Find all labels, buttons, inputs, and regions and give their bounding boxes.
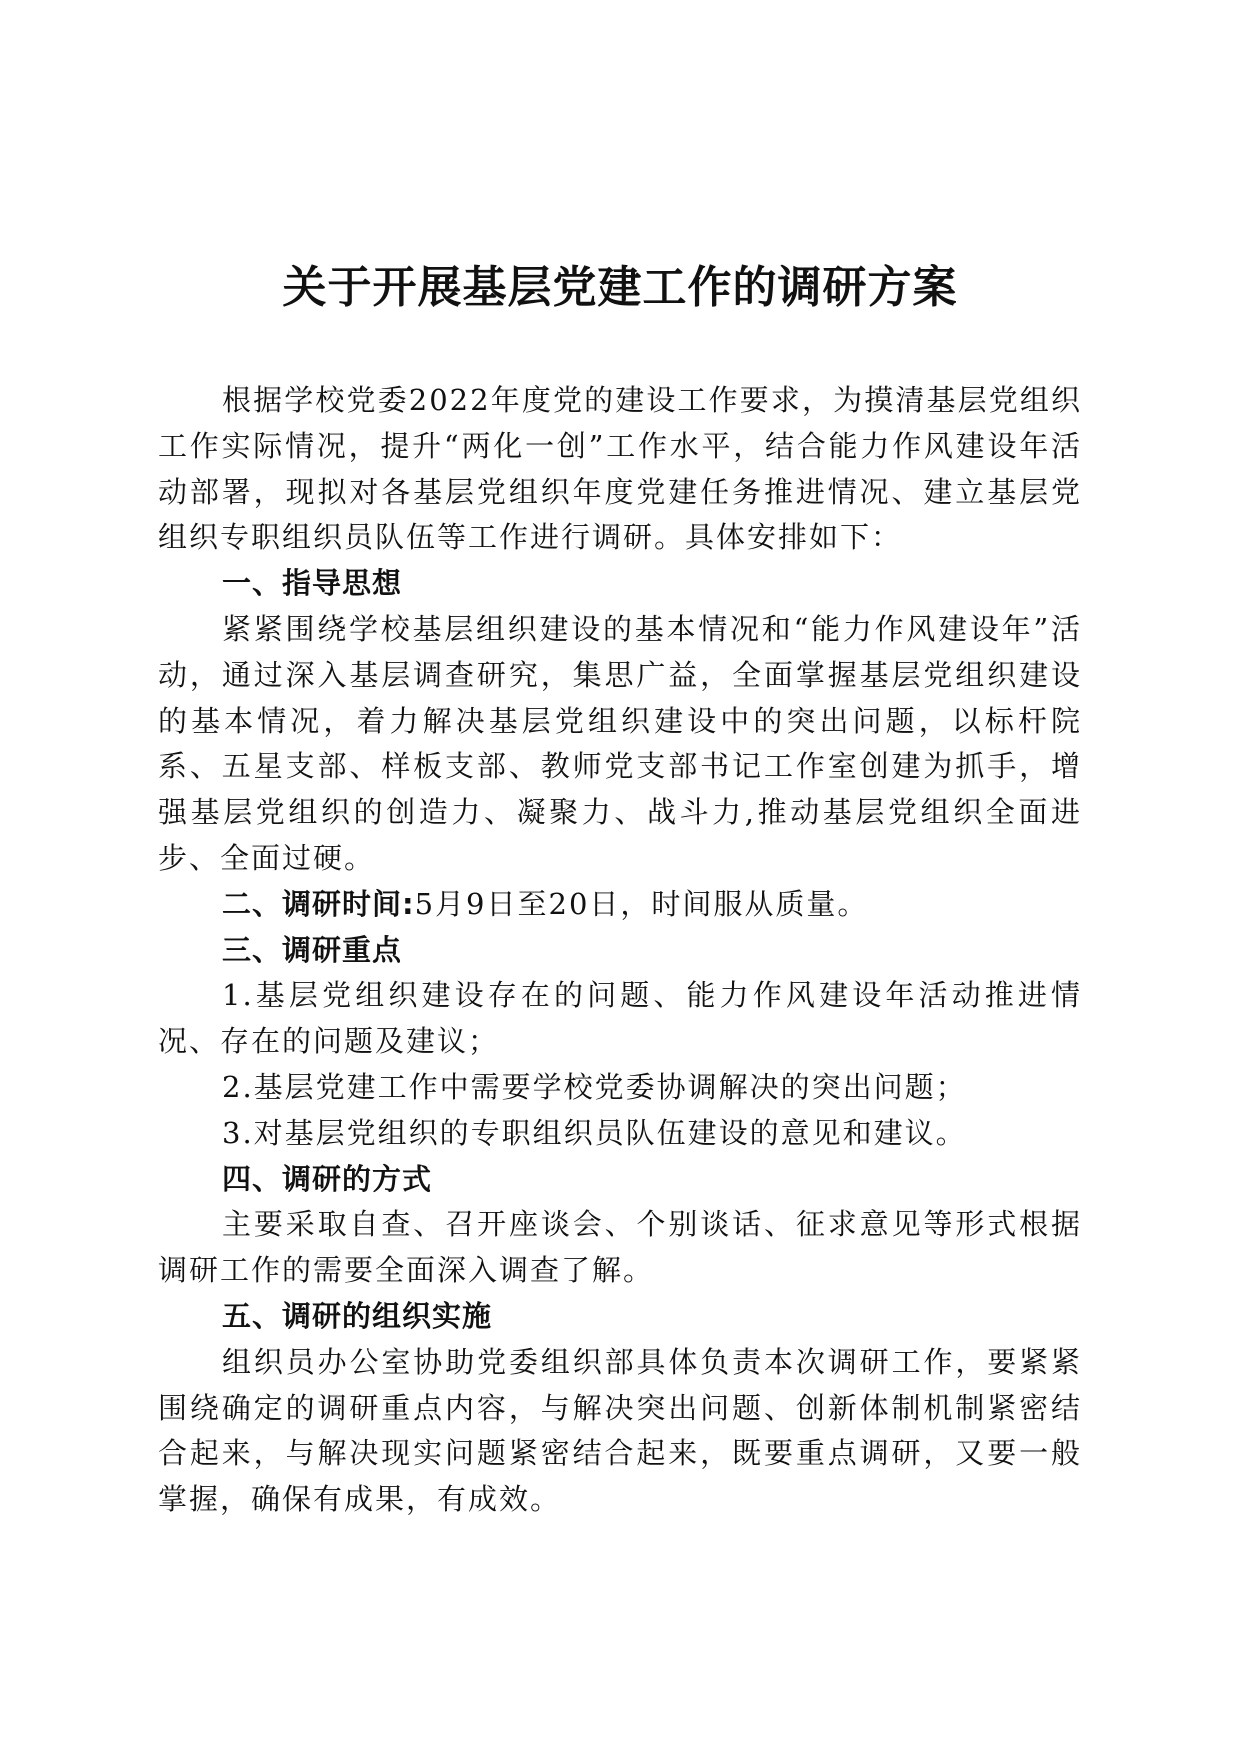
section-heading-time: 二、调研时间: — [222, 886, 415, 921]
section-heading-implementation: 五、调研的组织实施 — [222, 1298, 493, 1333]
focus-item: 2.基层党建工作中需要学校党委协调解决的突出问题； — [222, 1069, 967, 1104]
focus-item: 1.基层党组织建设存在的问题、能力作风建设年活动推进情况、存在的问题及建议； — [158, 978, 1082, 1059]
time-text: 5月9日至20日，时间服从质量。 — [414, 886, 869, 921]
document-title: 关于开展基层党建工作的调研方案 — [282, 262, 958, 313]
time-paragraph — [158, 882, 1082, 928]
focus-item: 3.对基层党组织的专职组织员队伍建设的意见和建议。 — [222, 1115, 967, 1150]
document-body — [158, 378, 1082, 1523]
implementation-paragraph: 组织员办公室协助党委组织部具体负责本次调研工作，要紧紧围绕确定的调研重点内容，与解决突出问题、创新体制机制紧密结合起来，与解决现实问题紧密结合起来，既要重点调研，又要一般掌握，确保有成果，有成效。 — [158, 1344, 1082, 1517]
section-heading-method: 四、调研的方式 — [222, 1161, 433, 1196]
method-paragraph: 主要采取自查、召开座谈会、个别谈话、征求意见等形式根据调研工作的需要全面深入调查了解。 — [158, 1207, 1082, 1288]
section-heading-focus: 三、调研重点 — [222, 932, 403, 967]
guiding-paragraph: 紧紧围绕学校基层组织建设的基本情况和“能力作风建设年”活动，通过深入基层调查研究，集思广益，全面掌握基层党组织建设的基本情况，着力解决基层党组织建设中的突出问题，以标杆院系、五星支部、样板支部、教师党支部书记工作室创建为抓手，增强基层党组织的创造力、凝聚力、战斗力,推动基层党组织全面进步、全面过硬。 — [158, 611, 1082, 875]
section-heading-guiding: 一、指导思想 — [222, 566, 403, 601]
intro-paragraph: 根据学校党委2022年度党的建设工作要求，为摸清基层党组织工作实际情况，提升“两化一创”工作水平，结合能力作风建设年活动部署，现拟对各基层党组织年度党建任务推进情况、建立基层党组织专职组织员队伍等工作进行调研。具体安排如下： — [158, 383, 1082, 555]
